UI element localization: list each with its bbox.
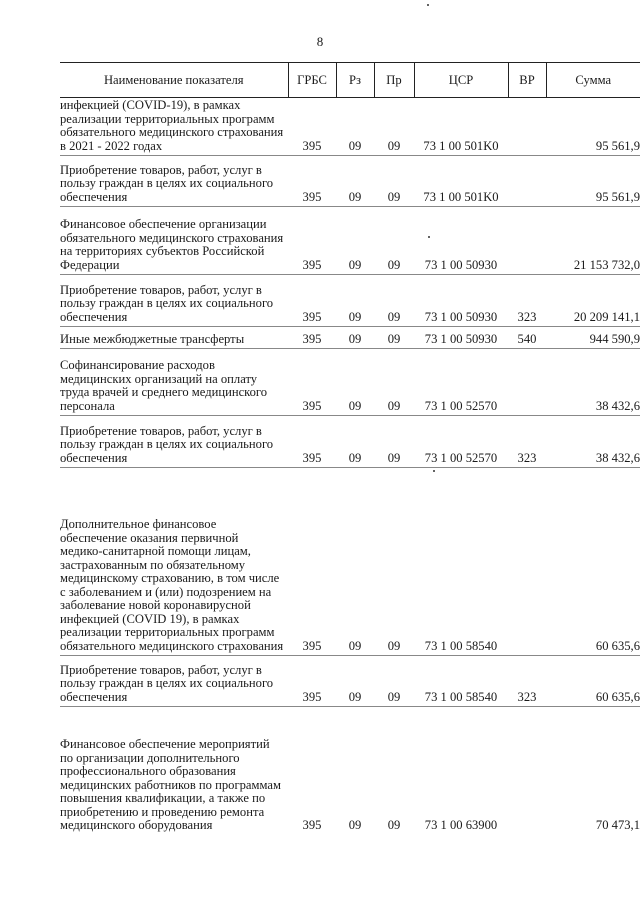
table-row [60,349,640,416]
row-rz: 09 [336,349,374,416]
row-rz: 09 [336,98,374,156]
row-vr: 540 [508,327,546,349]
row-grbs: 395 [288,275,336,327]
row-rz: 09 [336,156,374,207]
row-sum: 38 432,6 [546,349,640,416]
row-vr [508,349,546,416]
row-csr: 73 1 00 501K0 [414,98,508,156]
row-csr: 73 1 00 50930 [414,207,508,275]
header-sum: Сумма [546,63,640,98]
row-sum: 95 561,9 [546,98,640,156]
row-sum: 60 635,6 [546,468,640,656]
header-name: Наименование показателя [60,63,288,98]
row-pr: 09 [374,98,414,156]
row-grbs: 395 [288,656,336,707]
row-csr: 73 1 00 52570 [414,416,508,468]
row-csr: 73 1 00 58540 [414,468,508,656]
table-row [60,207,640,275]
row-name: Софинансирование расходов медицинских организаций на оплату труда врачей и среднего медицинского персонала [60,349,288,416]
table-row [60,275,640,327]
row-name: Приобретение товаров, работ, услуг в пользу граждан в целях их социального обеспечения [60,416,288,468]
row-pr: 09 [374,327,414,349]
row-pr: 09 [387,818,401,832]
row-csr: 73 1 00 501K0 [414,156,508,207]
row-grbs: 395 [288,207,336,275]
row-grbs: 395 [288,327,336,349]
row-vr: 323 [508,416,546,468]
scan-speck [428,236,430,238]
header-rz: Рз [336,63,374,98]
table-row [60,707,640,835]
row-name: инфекцией (COVID-19), в рамках реализации территориальных программ обязательного медицинского страхования в 2021 - 2022 годах [60,98,288,156]
row-rz: 09 [336,468,374,656]
row-sum: 95 561,9 [546,156,640,207]
row-pr: 09 [374,349,414,416]
row-name: Приобретение товаров, работ, услуг в пользу граждан в целях их социального обеспечения [60,275,288,327]
row-grbs: 395 [288,468,336,656]
table-row [60,656,640,707]
row-vr: 323 [508,656,546,707]
row-name: Финансовое обеспечение мероприятий по организации дополнительного профессионального образования медицинских работников по программам повышения квалификации, а также по приобретению и проведению ремонта медицинского оборудования [60,737,281,832]
row-name: Приобретение товаров, работ, услуг в пользу граждан в целях их социального обеспечения [60,656,288,707]
row-sum: 38 432,6 [546,416,640,468]
row-pr: 09 [374,416,414,468]
row-grbs: 395 [288,156,336,207]
row-sum: 70 473,1 [595,818,640,832]
header-grbs: ГРБС [288,63,336,98]
row-pr: 09 [374,468,414,656]
row-rz: 09 [336,327,374,349]
row-pr: 09 [374,156,414,207]
row-rz: 09 [336,656,374,707]
row-vr [508,98,546,156]
header-vr: ВР [508,63,546,98]
row-pr: 09 [374,207,414,275]
row-sum: 20 209 141,1 [546,275,640,327]
row-pr: 09 [374,275,414,327]
table-row [60,468,640,656]
scan-speck [433,470,435,472]
row-csr: 73 1 00 52570 [414,349,508,416]
row-vr [508,468,546,656]
row-rz: 09 [348,818,362,832]
row-vr [508,707,546,835]
row-grbs: 395 [288,349,336,416]
table-row [60,98,640,156]
row-csr: 73 1 00 50930 [414,275,508,327]
row-vr [508,156,546,207]
row-grbs: 395 [288,416,336,468]
row-grbs: 395 [302,818,322,832]
row-csr: 73 1 00 58540 [414,656,508,707]
row-rz: 09 [336,207,374,275]
row-name: Дополнительное финансовое обеспечение оказания первичной медико-санитарной помощи лицам, застрахованным по обязательному медицинскому страхованию, в том числе с заболеванием и (или) подозрением на заболевание новой коронавирусной инфекцией (COVID 19), в рамках реализации территориальных программ обязательного медицинского страхования [60,468,288,656]
row-sum: 944 590,9 [546,327,640,349]
row-grbs: 395 [288,98,336,156]
row-name: Финансовое обеспечение организации обязательного медицинского страхования на территориях субъектов Российской Федерации [60,207,288,275]
row-pr: 09 [374,656,414,707]
row-name: Иные межбюджетные трансферты [60,327,288,349]
row-rz: 09 [336,416,374,468]
header-csr: ЦСР [414,63,508,98]
table-row [60,416,640,468]
table-row [60,327,640,349]
row-csr: 73 1 00 63900 [424,818,498,832]
scan-speck [427,4,429,6]
row-vr [508,207,546,275]
row-sum: 60 635,6 [546,656,640,707]
table-row [60,156,640,207]
page-number: 8 [316,34,324,49]
row-csr: 73 1 00 50930 [414,327,508,349]
row-rz: 09 [336,275,374,327]
budget-table [60,62,640,835]
table-header [60,63,640,98]
row-name: Приобретение товаров, работ, услуг в пользу граждан в целях их социального обеспечения [60,156,288,207]
header-pr: Пр [374,63,414,98]
row-sum: 21 153 732,0 [546,207,640,275]
row-vr: 323 [508,275,546,327]
